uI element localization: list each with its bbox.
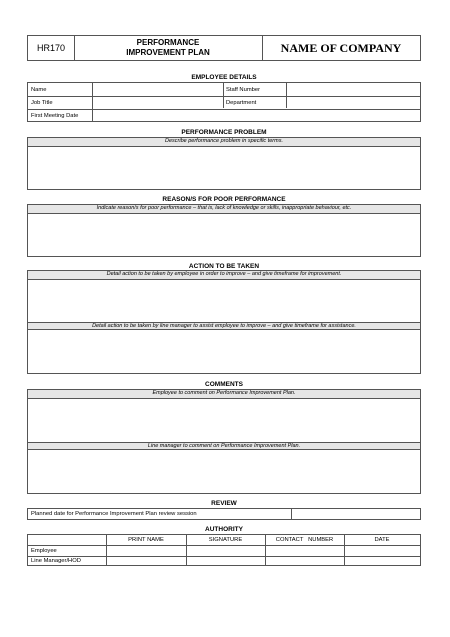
form-code: HR170 [36,43,65,53]
employee-details-heading: EMPLOYEE DETAILS [191,74,257,81]
planned-date-field[interactable] [292,509,420,519]
comments-employee-instruction: Employee to comment on Performance Improvement Plan. [28,390,420,399]
authority-row-employee: Employee [31,547,57,554]
first-meeting-label: First Meeting Date [31,112,79,119]
reasons-instruction: Indicate reason/s for poor performance – that is, lack of knowledge or skills, inappropriate behaviour, etc. [28,205,420,214]
performance-problem-instruction: Describe performance problem in specific terms. [28,138,420,147]
manager-contact-field[interactable] [266,556,344,566]
manager-signature-field[interactable] [187,556,265,566]
job-title-field[interactable] [93,96,223,109]
authority-col-date: DATE [374,537,390,543]
performance-problem-heading: PERFORMANCE PROBLEM [181,129,267,136]
comments-manager-field[interactable] [28,451,420,493]
employee-signature-field[interactable] [187,545,265,556]
name-label: Name [31,86,47,93]
authority-col-signature: SIGNATURE [208,537,243,543]
first-meeting-field[interactable] [93,109,420,122]
staff-number-field[interactable] [287,83,420,96]
comments-manager-instruction: Line manager to comment on Performance Improvement Plan. [28,442,420,450]
form-header [27,35,421,61]
performance-problem-box [27,137,421,190]
action-employee-instruction: Detail action to be taken by employee in order to improve – and give timeframe for improvement. [28,271,420,280]
staff-number-label: Staff Number [226,86,261,93]
action-heading: ACTION TO BE TAKEN [188,263,260,270]
authority-row-line-manager: Line Manager/HOD [31,558,81,564]
action-manager-instruction: Detail action to be taken by line manager to assist employee to improve – and give timeframe for assistance. [28,322,420,330]
form-title-line2: IMPROVEMENT PLAN [126,48,210,57]
employee-print-name-field[interactable] [107,545,186,556]
reasons-heading: REASON/S FOR POOR PERFORMANCE [162,196,286,203]
authority-heading: AUTHORITY [205,526,243,533]
department-label: Department [226,99,257,106]
job-title-label: Job Title [31,99,53,106]
employee-details-table [27,82,421,122]
employee-contact-field[interactable] [266,545,344,556]
authority-col-print-name: PRINT NAME [128,537,164,543]
form-title [74,36,262,60]
company-name: NAME OF COMPANY [280,40,402,55]
form-title-line1: PERFORMANCE [136,38,200,47]
manager-date-field[interactable] [345,556,420,566]
review-heading: REVIEW [211,500,237,507]
action-manager-field[interactable] [28,331,420,373]
comments-box [27,389,421,494]
action-box [27,270,421,374]
manager-print-name-field[interactable] [107,556,186,566]
performance-problem-field[interactable] [28,146,420,189]
department-field[interactable] [287,96,420,109]
employee-date-field[interactable] [345,545,420,556]
comments-employee-field[interactable] [28,398,420,442]
authority-col-contact-number: CONTACT NUMBER [275,537,334,543]
reasons-box [27,204,421,257]
review-table [27,508,421,520]
planned-date-label: Planned date for Performance Improvement Plan review session [31,511,197,517]
authority-table [27,534,421,566]
name-field[interactable] [93,83,223,96]
comments-heading: COMMENTS [205,381,243,388]
action-employee-field[interactable] [28,279,420,322]
reasons-field[interactable] [28,213,420,256]
